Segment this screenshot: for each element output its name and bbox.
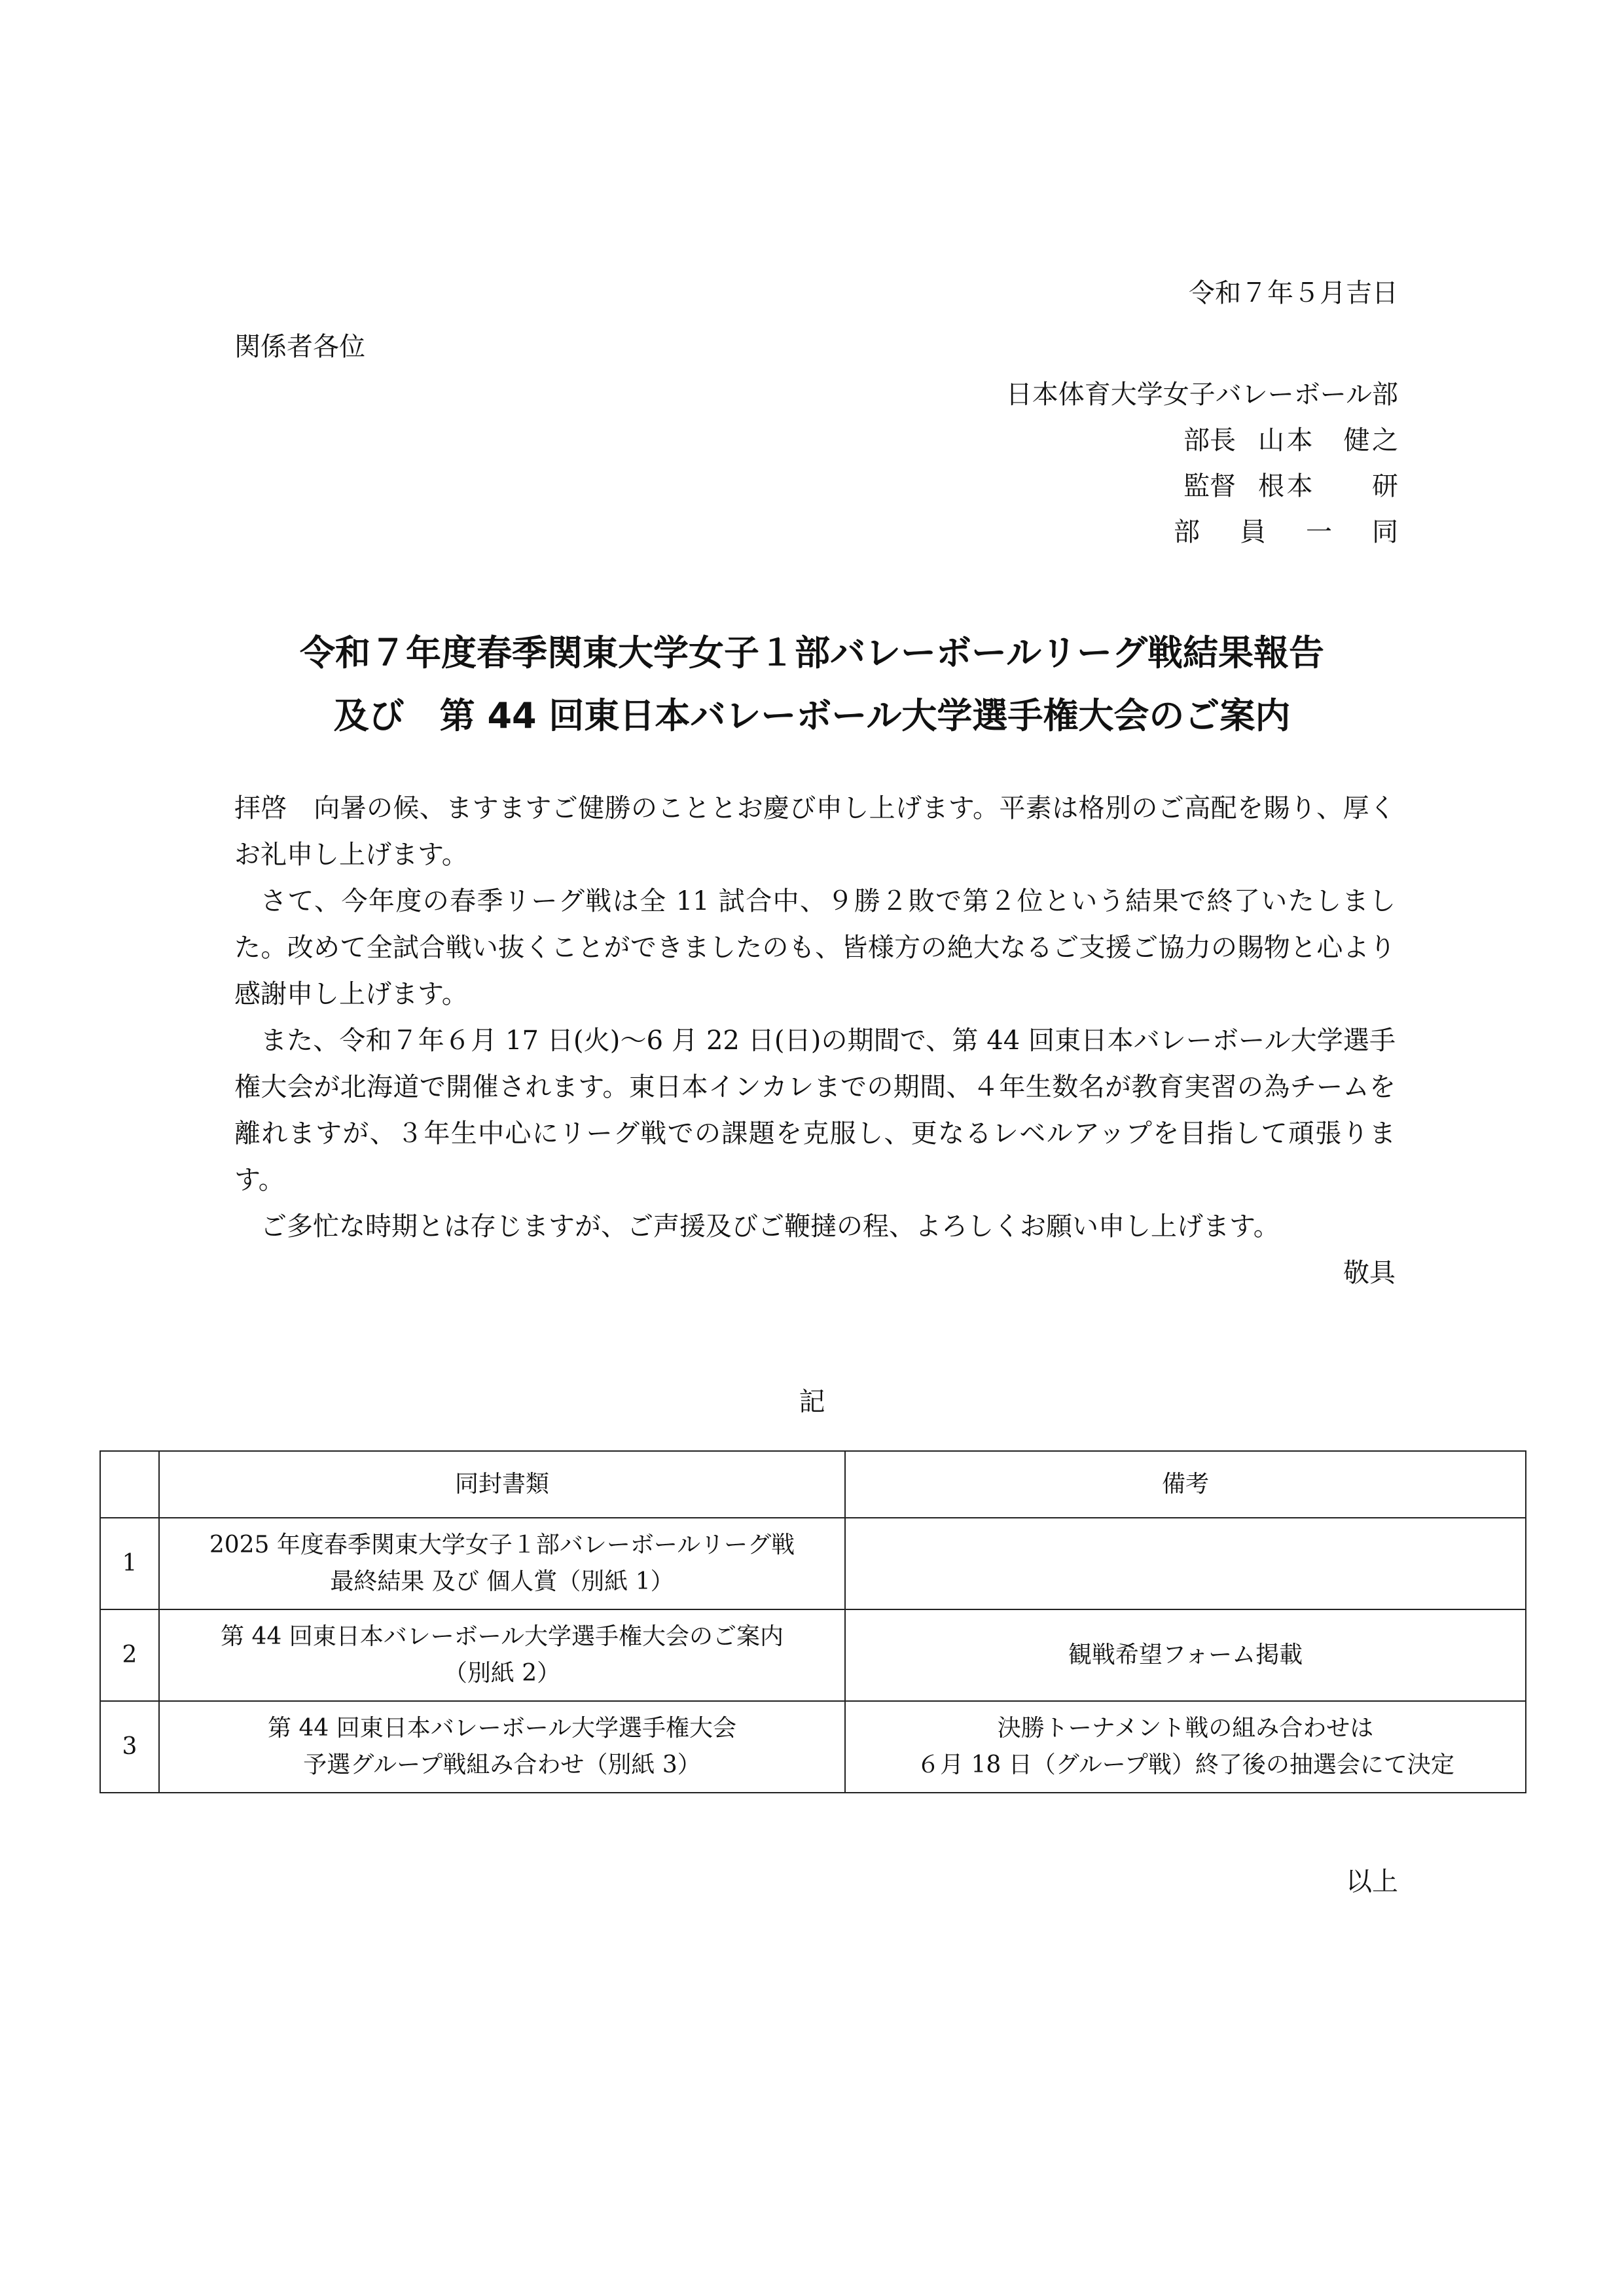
- row-number: 3: [100, 1701, 159, 1793]
- row-note: [845, 1609, 1526, 1701]
- sender-block: [1006, 372, 1398, 555]
- row-document-line-1: 第 44 回東日本バレーボール大学選手権大会のご案内: [221, 1623, 784, 1650]
- addressee: 関係者各位: [234, 332, 365, 362]
- row-note: [845, 1701, 1526, 1793]
- body-paragraph-tournament: また、令和７年６月 17 日(火)〜6 月 22 日(日)の期間で、第 44 回東日本バレーボール大学選手権大会が北海道で開催されます。東日本インカレまでの期間、４年生数名が教育実習の為チームを離れますが、３年生中心にリーグ戦での課題を克服し、更なるレベルアップを目指して頑張ります。: [234, 1026, 1396, 1195]
- members-label: 部 員 一 同: [1174, 517, 1398, 547]
- body-paragraph-greeting: 拝啓 向暑の候、ますますご健勝のこととお慶び申し上げます。平素は格別のご高配を賜り、厚くお礼申し上げます。: [234, 793, 1396, 870]
- sender-organization: 日本体育大学女子バレーボール部: [1005, 380, 1398, 410]
- body-paragraph-request: ご多忙な時期とは存じますが、ご声援及びご鞭撻の程、よろしくお願い申し上げます。: [261, 1211, 1280, 1242]
- row-document-line-2: 予選グループ戦組み合わせ（別紙 3）: [303, 1751, 701, 1778]
- row-number: 1: [100, 1518, 159, 1609]
- row-document: [159, 1609, 845, 1701]
- ki-heading: 記: [799, 1387, 825, 1417]
- coach-name: 根本 研: [1258, 471, 1398, 501]
- end-mark: 以上: [1346, 1867, 1398, 1897]
- title-line-1: 令和７年度春季関東大学女子１部バレーボールリーグ戦結果報告: [300, 632, 1324, 673]
- header-no: [100, 1451, 159, 1518]
- row-document-line-1: 2025 年度春季関東大学女子１部バレーボールリーグ戦: [209, 1532, 795, 1558]
- row-note: [845, 1518, 1526, 1609]
- document-title: [0, 622, 1624, 747]
- row-document-line-2: （別紙 2）: [443, 1660, 561, 1687]
- document-date: 令和７年５月吉日: [1189, 278, 1398, 308]
- row-document-line-2: 最終結果 及び 個人賞（別紙 1）: [330, 1568, 674, 1595]
- header-documents: 同封書類: [159, 1451, 845, 1518]
- coach-title: 監督: [1183, 471, 1236, 501]
- row-document: [159, 1518, 845, 1609]
- row-document: [159, 1701, 845, 1793]
- table-row: [100, 1609, 1526, 1701]
- body-paragraph-league-result: さて、今年度の春季リーグ戦は全 11 試合中、９勝２敗で第２位という結果で終了いたしました。改めて全試合戦い抜くことができましたのも、皆様方の絶大なるご支援ご協力の賜物と心より感謝申し上げます。: [234, 886, 1396, 1009]
- body-closing: 敬具: [1343, 1258, 1396, 1288]
- enclosure-table: [99, 1450, 1526, 1793]
- header-notes: 備考: [845, 1451, 1526, 1518]
- row-number: 2: [100, 1609, 159, 1701]
- row-document-line-1: 第 44 回東日本バレーボール大学選手権大会: [268, 1715, 736, 1742]
- title-line-2: 及び 第 44 回東日本バレーボール大学選手権大会のご案内: [333, 695, 1291, 736]
- sender-director: [1006, 418, 1398, 463]
- row-note-line-1: 決勝トーナメント戦の組み合わせは: [997, 1715, 1374, 1742]
- sender-coach: [1006, 463, 1398, 509]
- director-name: 山本 健之: [1258, 425, 1398, 456]
- table-header-row: [100, 1451, 1526, 1518]
- letter-body: [234, 785, 1396, 1297]
- table-row: [100, 1701, 1526, 1793]
- row-note-line-1: 観戦希望フォーム掲載: [1068, 1641, 1303, 1668]
- sender-members: [1006, 509, 1398, 555]
- table-row: [100, 1518, 1526, 1609]
- row-note-line-2: ６月 18 日（グループ戦）終了後の抽選会にて決定: [916, 1751, 1454, 1778]
- director-title: 部長: [1183, 425, 1236, 456]
